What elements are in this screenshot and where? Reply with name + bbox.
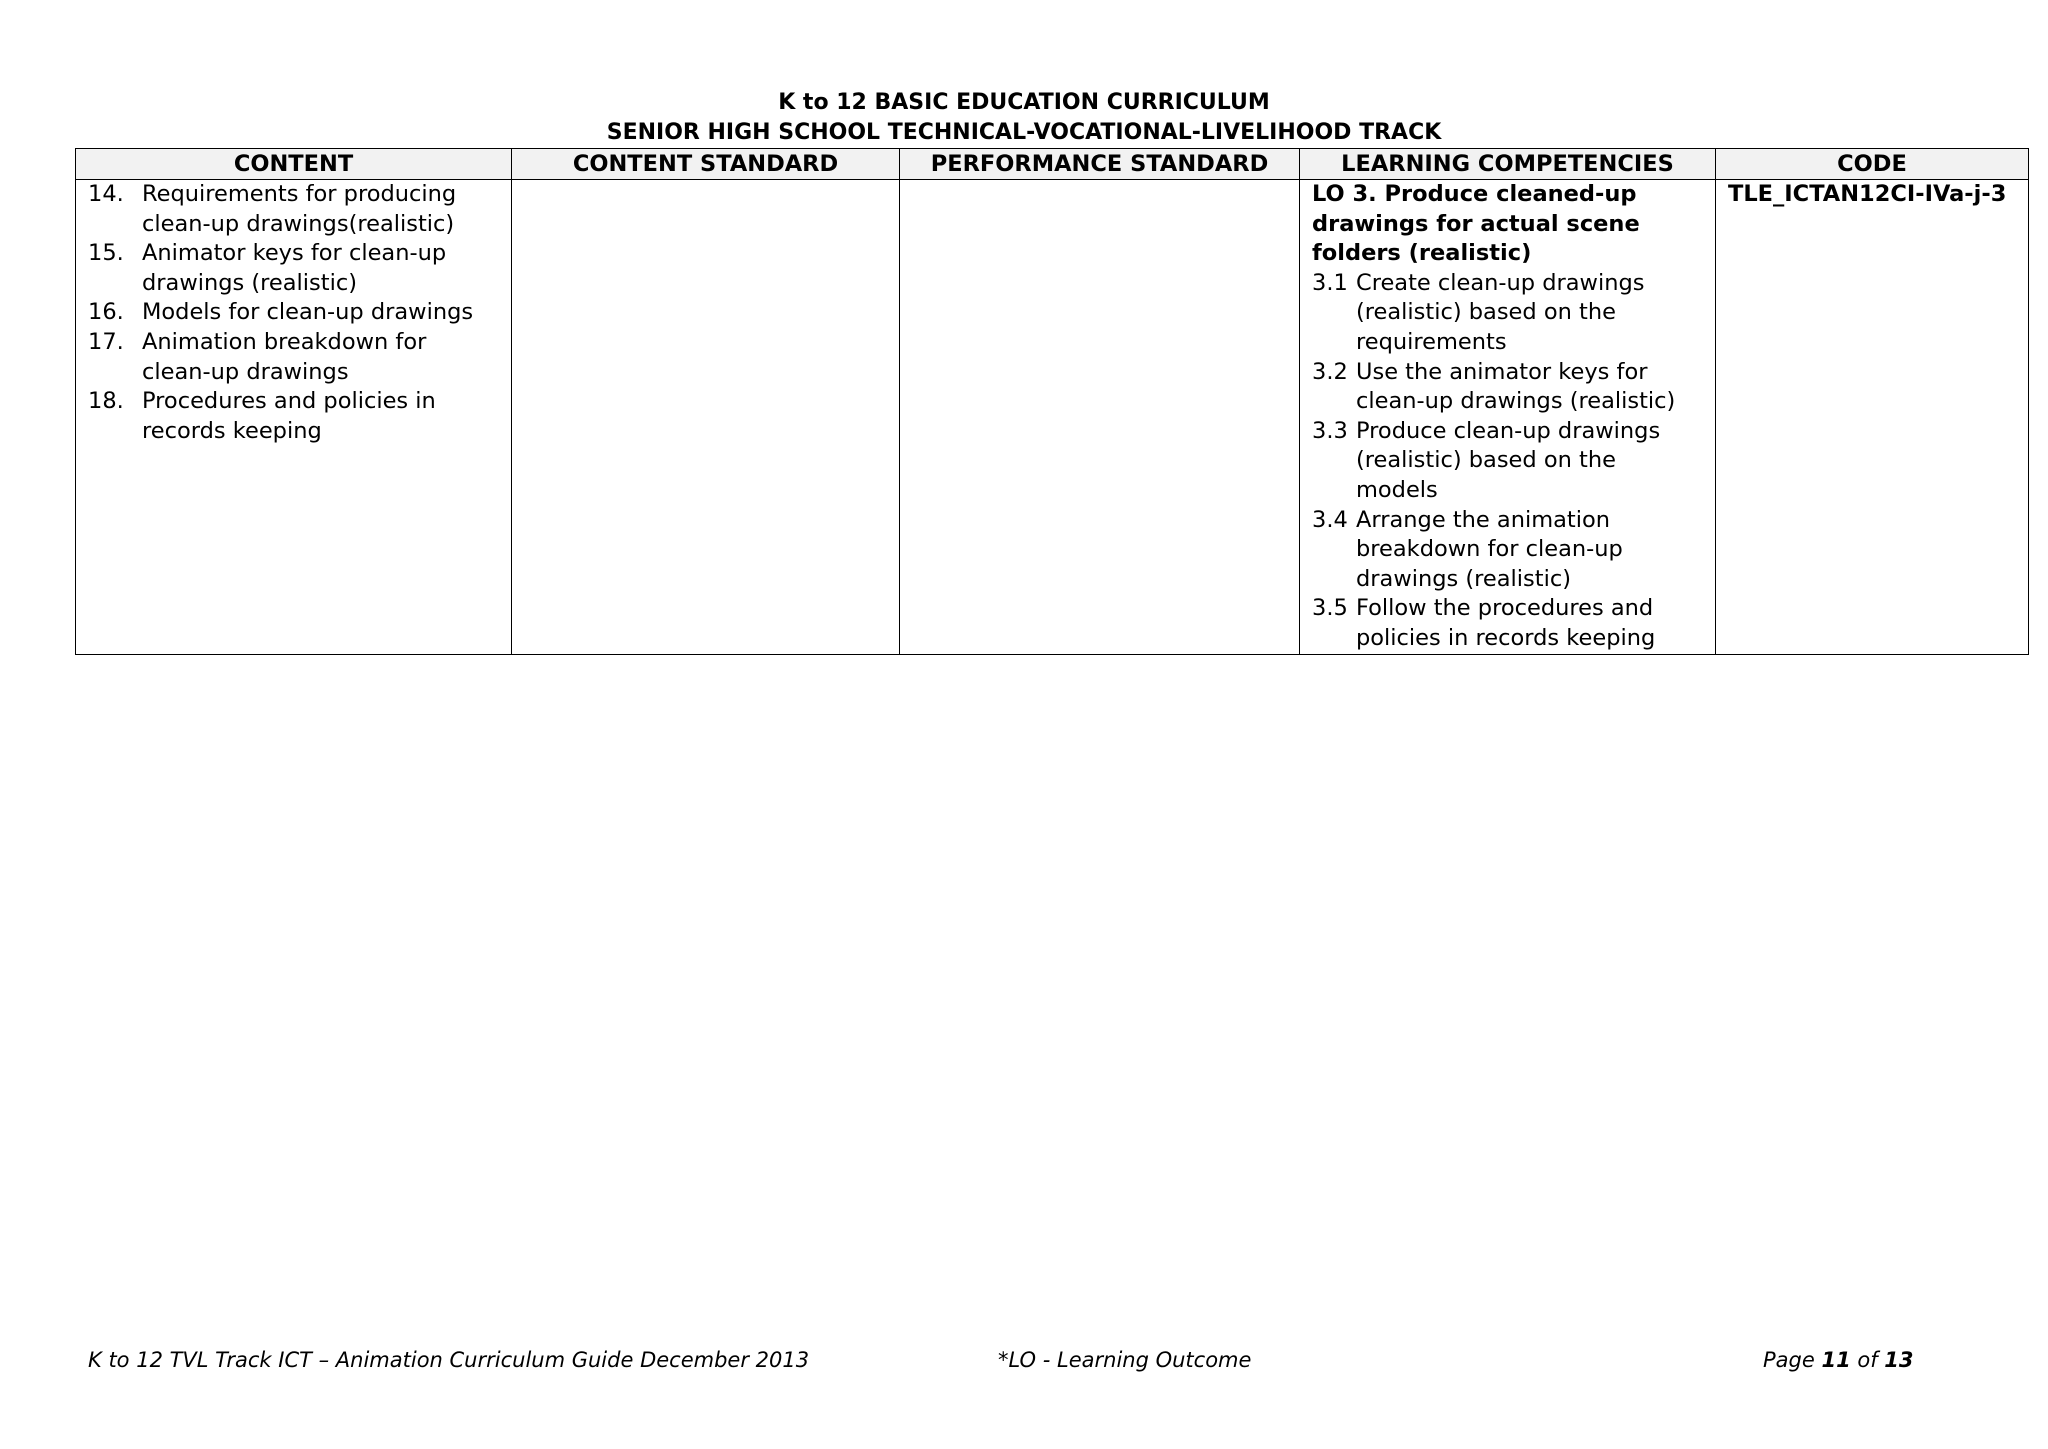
competency-code: TLE_ICTAN12CI-IVa-j-3 bbox=[1728, 181, 2007, 207]
footer-legend: *LO - Learning Outcome bbox=[998, 1348, 1252, 1372]
column-header-learning-competencies: LEARNING COMPETENCIES bbox=[1300, 149, 1716, 180]
list-item bbox=[1312, 358, 1703, 417]
list-item-number: 15. bbox=[88, 240, 124, 267]
document-title: K to 12 BASIC EDUCATION CURRICULUM bbox=[778, 90, 1270, 115]
list-item bbox=[1312, 594, 1703, 653]
list-item-number: 16. bbox=[88, 299, 124, 326]
column-header-content-standard: CONTENT STANDARD bbox=[512, 149, 900, 180]
competency-text: Produce clean-up drawings (realistic) based on the models bbox=[1356, 417, 1661, 503]
competency-number: 3.2 bbox=[1312, 358, 1348, 385]
content-standard-cell bbox=[512, 180, 900, 655]
page-current: 11 bbox=[1821, 1348, 1851, 1372]
content-list bbox=[88, 180, 499, 446]
column-header-code: CODE bbox=[1716, 149, 2029, 180]
competency-text: Create clean-up drawings (realistic) based on the requirements bbox=[1356, 269, 1645, 355]
list-item bbox=[1312, 506, 1703, 595]
list-item-text: Animator keys for clean-up drawings (realistic) bbox=[142, 240, 447, 296]
footer-page-number bbox=[1763, 1346, 1914, 1374]
list-item-text: Requirements for producing clean-up drawings(realistic) bbox=[142, 181, 457, 237]
learning-competencies-cell bbox=[1300, 180, 1716, 655]
competency-number: 3.1 bbox=[1312, 269, 1348, 296]
list-item-text: Animation breakdown for clean-up drawings bbox=[142, 328, 427, 385]
list-item-text: Procedures and policies in records keeping bbox=[142, 388, 436, 444]
page-total: 13 bbox=[1884, 1348, 1914, 1372]
list-item bbox=[88, 180, 499, 239]
code-cell bbox=[1716, 180, 2029, 655]
content-cell bbox=[76, 180, 512, 655]
list-item bbox=[1312, 417, 1703, 506]
competency-number: 3.3 bbox=[1312, 417, 1348, 444]
column-header-content: CONTENT bbox=[76, 149, 512, 180]
list-item bbox=[88, 239, 499, 298]
competency-text: Use the animator keys for clean-up drawings (realistic) bbox=[1356, 358, 1676, 415]
learning-outcome-heading: LO 3. Produce cleaned-up drawings for actual scene folders (realistic) bbox=[1312, 181, 1640, 267]
list-item-text: Models for clean-up drawings bbox=[142, 299, 474, 326]
competency-number: 3.5 bbox=[1312, 595, 1348, 622]
list-item bbox=[1312, 269, 1703, 358]
page-prefix: Page bbox=[1763, 1348, 1822, 1372]
table-row bbox=[76, 180, 2029, 655]
competency-list bbox=[1312, 269, 1703, 654]
column-header-performance-standard: PERFORMANCE STANDARD bbox=[900, 149, 1300, 180]
competency-text: Follow the procedures and policies in records keeping bbox=[1356, 595, 1656, 651]
competency-text: Arrange the animation breakdown for clean-up drawings (realistic) bbox=[1356, 506, 1623, 592]
page-of: of bbox=[1850, 1348, 1885, 1372]
footer-document-name: K to 12 TVL Track ICT – Animation Curriculum Guide December 2013 bbox=[88, 1348, 810, 1372]
list-item-number: 17. bbox=[88, 328, 124, 355]
list-item-number: 14. bbox=[88, 181, 124, 207]
list-item bbox=[88, 298, 499, 328]
list-item bbox=[88, 328, 499, 387]
list-item-number: 18. bbox=[88, 388, 124, 415]
document-subtitle: SENIOR HIGH SCHOOL TECHNICAL-VOCATIONAL-LIVELIHOOD TRACK bbox=[606, 120, 1442, 145]
performance-standard-cell bbox=[900, 180, 1300, 655]
list-item bbox=[88, 387, 499, 446]
table-header-row bbox=[76, 149, 2029, 180]
curriculum-table bbox=[75, 148, 2029, 655]
competency-number: 3.4 bbox=[1312, 506, 1348, 533]
